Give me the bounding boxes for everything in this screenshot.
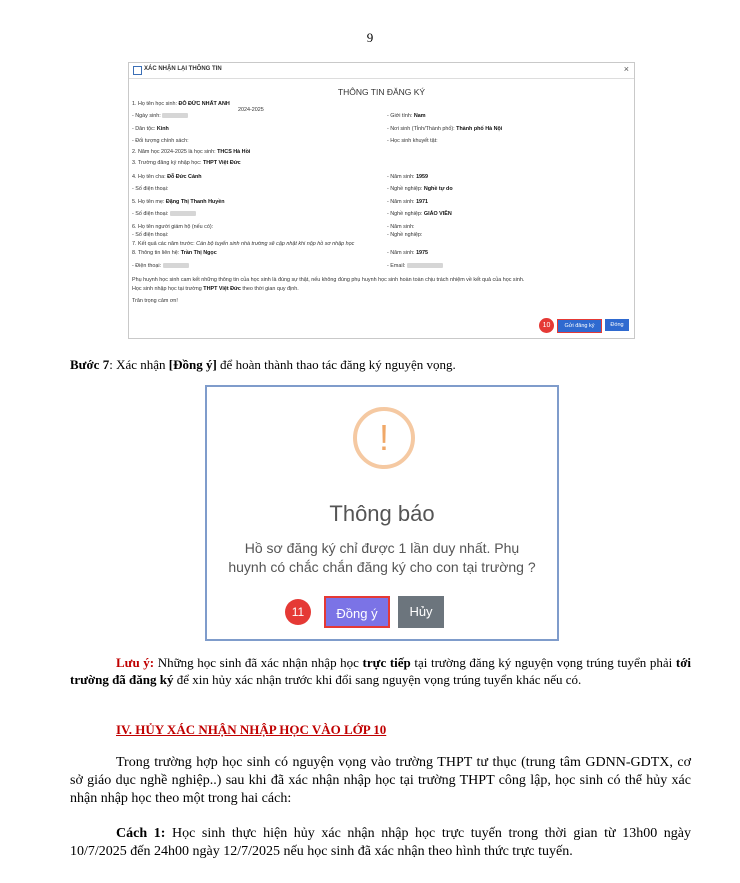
confirm-info-dialog [128, 62, 635, 339]
step-10-badge: 10 [539, 318, 554, 333]
row-contact: 8. Thông tin liên hệ: Trần Thị Ngọc [132, 250, 217, 256]
row-guardian-phone: - Số điện thoại: [132, 232, 169, 238]
row-guardian-job: - Nghề nghiệp: [387, 232, 423, 238]
dialog-header [129, 63, 634, 79]
close-icon[interactable]: × [623, 64, 629, 74]
row-policy: - Đối tượng chính sách: [132, 138, 189, 144]
row-dob: - Ngày sinh: [132, 113, 188, 119]
notice-title: Thông báo [329, 501, 435, 526]
dialog-heading: THÔNG TIN ĐĂNG KÝ [337, 87, 426, 97]
row-contact-email: - Email: [387, 263, 443, 269]
notice-message: Hồ sơ đăng ký chỉ được 1 lần duy nhất. Phụ huynh có chắc chắn đăng ký cho con tại trường ? [228, 540, 536, 575]
row-school-prev: 2. Năm học 2024-2025 là học sinh: THCS Hà Hồi [132, 149, 251, 155]
row-guardian: 6. Họ tên người giám hộ (nếu có): [132, 224, 214, 230]
row-results: 7. Kết quả các năm trước: Cán bộ tuyển sinh nhà trường sẽ cập nhật khi nộp hồ sơ nhập học [132, 241, 355, 247]
row-contact-year: - Năm sinh: 1975 [387, 250, 429, 256]
row-father-year: - Năm sinh: 1959 [387, 174, 429, 180]
row-mother-job: - Nghề nghiệp: GIÁO VIÊN [387, 211, 452, 217]
row-father-job: - Nghề nghiệp: Nghề tự do [387, 186, 453, 192]
agree-button[interactable]: Đồng ý [324, 596, 390, 628]
page-number: 9 [366, 30, 374, 45]
way1-paragraph: Cách 1: Học sinh thực hiện hủy xác nhận nhập học trực tuyến trong thời gian từ 13h00 ngày 10/7/2025 đến 24h00 ngày 12/7/2025 nếu học sinh đã xác nhận theo hình thức trực tuyến. [70, 826, 691, 859]
row-mother-year: - Năm sinh: 1971 [387, 199, 429, 205]
row-birthplace: - Nơi sinh (Tỉnh/Thành phố): Thành phố Hà Nội [387, 126, 503, 132]
close-button[interactable]: Đóng [605, 319, 629, 331]
thanks-text: Trân trọng cảm ơn! [132, 298, 178, 304]
paragraph-1: Trong trường hợp học sinh có nguyện vọng vào trường THPT tư thục (trung tâm GDNN-GDTX, cơ sở giáo dục nghề nghiệp..) sau khi đã xác nhận nhập học tại trường THPT công lập, học sinh có thể hủy xác nhận nhập học theo một trong hai cách: [70, 755, 691, 806]
row-guardian-year: - Năm sinh: [387, 224, 415, 230]
warning-icon: ! [353, 407, 415, 469]
row-disabled: - Học sinh khuyết tật: [387, 138, 438, 144]
row-school-year-overlay: 2024-2025 [238, 107, 264, 113]
row-contact-phone: - Điện thoại: [132, 263, 189, 269]
send-registration-button[interactable]: Gửi đăng ký [557, 319, 602, 333]
commitment-text: Phụ huynh học sinh cam kết những thông tin của học sinh là đúng sự thật, nếu không đúng phụ huynh học sinh hoàn toàn chịu trách nhiệm về kết quả của học sinh. [132, 277, 525, 283]
note-paragraph: Lưu ý: Những học sinh đã xác nhận nhập học trực tiếp tại trường đăng ký nguyện vọng trúng tuyển phải tới trường đã đăng ký để xin hủy xác nhận trước khi đổi sang nguyện vọng trúng tuyển khác nếu có. [70, 655, 692, 687]
step7-text: Bước 7: Xác nhận [Đồng ý] để hoàn thành thao tác đăng ký nguyện vọng. [70, 357, 456, 372]
cancel-button[interactable]: Hủy [398, 596, 444, 628]
row-father-phone: - Số điện thoại: [132, 186, 169, 192]
row-student: 1. Họ tên học sinh: ĐỖ ĐỨC NHẤT ANH [132, 101, 230, 107]
row-ethnic: - Dân tộc: Kinh [132, 126, 169, 132]
section-heading: IV. HỦY XÁC NHẬN NHẬP HỌC VÀO LỚP 10 [116, 722, 387, 737]
edit-icon [133, 66, 142, 75]
notice-dialog [205, 385, 559, 641]
step-11-badge: 11 [285, 599, 311, 625]
row-father: 4. Họ tên cha: Đỗ Đức Cảnh [132, 174, 202, 180]
row-mother: 5. Họ tên mẹ: Đặng Thị Thanh Huyền [132, 199, 225, 205]
row-mother-phone: - Số điện thoại: [132, 211, 196, 217]
commitment-text-2: Học sinh nhập học tại trường THPT Việt Đức theo thời gian quy định. [132, 286, 299, 292]
row-gender: - Giới tính: Nam [387, 113, 426, 119]
row-school-reg: 3. Trường đăng ký nhập học: THPT Việt Đức [132, 160, 241, 166]
dialog-title: XÁC NHẬN LẠI THÔNG TIN [144, 66, 222, 72]
